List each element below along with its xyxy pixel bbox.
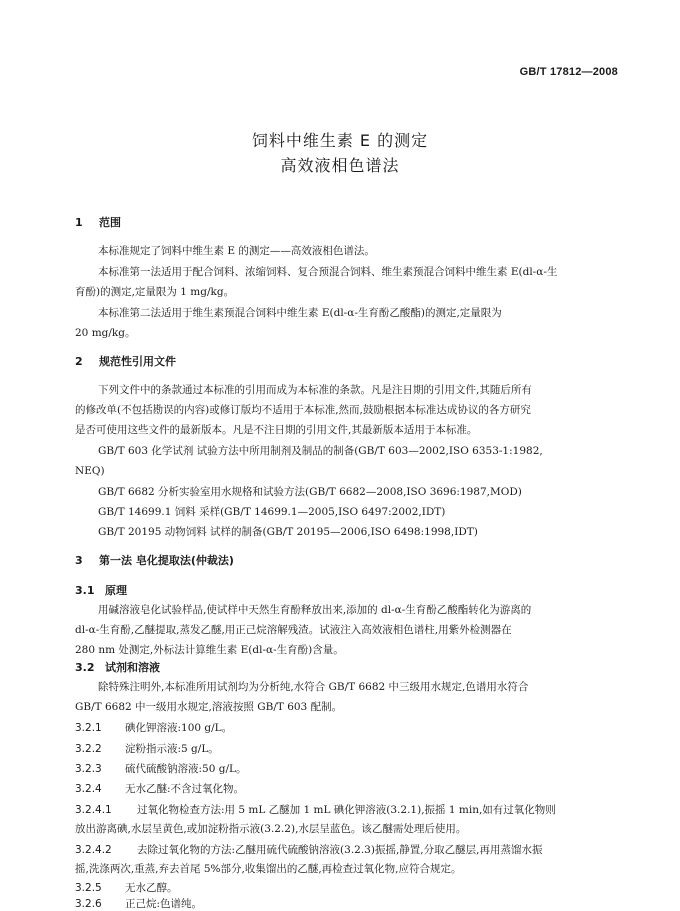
paragraph-line: 280 nm 处测定,外标法计算维生素 E(dl-α-生育酚)含量。 [75,644,344,656]
section-2-heading [75,353,176,369]
item-text: 去除过氧化物的方法:乙醚用硫代硫酸钠溶液(3.2.3)振摇,静置,分取乙醚层,再用蒸馏水振 [137,844,543,856]
list-item [75,880,178,895]
item-number: 3.2.4 [75,783,102,795]
item-text: 正己烷:色谱纯。 [125,898,203,910]
title-line-1: 饲料中维生素 E 的测定 [251,131,429,150]
standard-code: GB/T 17812—2008 [519,66,618,78]
subsection-title: 原理 [105,584,127,597]
list-item [75,741,219,756]
subsection-3-1-heading [75,582,127,598]
section-title: 范围 [99,216,121,229]
paragraph-line: 是否可使用这些文件的最新版本。凡是不注日期的引用文件,其最新版本适用于本标准。 [75,424,478,436]
subsection-3-2-heading [75,659,160,675]
paragraph-line: dl-α-生育酚,乙醚提取,蒸发乙醚,用正己烷溶解残渣。试液注入高效液相色谱柱,用紫外检测器在 [75,624,512,636]
subsection-title: 试剂和溶液 [105,661,160,674]
reference-line: NEQ) [75,465,105,477]
section-number: 2 [75,355,83,368]
item-text: 碘化钾溶液:100 g/L。 [125,722,233,734]
paragraph-line: 的修改单(不包括勘误的内容)或修订版均不适用于本标准,然而,鼓励根据本标准达成协议的各方研究 [75,404,531,416]
subsection-number: 3.2 [75,661,95,674]
paragraph-line: 下列文件中的条款通过本标准的引用而成为本标准的条款。凡是注日期的引用文件,其随后所有 [98,384,532,396]
section-3-heading [75,552,234,568]
item-number: 3.2.3 [75,763,102,775]
section-title: 第一法 皂化提取法(仲裁法) [99,554,234,567]
item-number: 3.2.1 [75,722,102,734]
reference-line: GB/T 6682 分析实验室用水规格和试验方法(GB/T 6682—2008,ISO 3696:1987,MOD) [98,486,522,498]
item-number: 3.2.6 [75,898,102,910]
paragraph-line: 除特殊注明外,本标准所用试剂均为分析纯,水符合 GB/T 6682 中三级用水规定,色谱用水符合 [98,681,529,693]
item-text: 硫代硫酸钠溶液:50 g/L。 [125,763,247,775]
paragraph-line: 本标准第二法适用于维生素预混合饲料中维生素 E(dl-α-生育酚乙酸酯)的测定,定量限为 [98,307,502,319]
paragraph-line: 本标准规定了饲料中维生素 E 的测定——高效液相色谱法。 [98,245,375,257]
item-text: 淀粉指示液:5 g/L。 [125,743,219,755]
item-text: 无水乙醚:不含过氧化物。 [125,783,245,795]
reference-line: GB/T 20195 动物饲料 试样的制备(GB/T 20195—2006,ISO 6498:1998,IDT) [98,526,478,538]
paragraph-line: 育酚)的测定,定量限为 1 mg/kg。 [75,286,235,298]
list-item [75,720,232,735]
paragraph-line: 放出游离碘,水层呈黄色,或加淀粉指示液(3.2.2),水层呈蓝色。该乙醚需处理后使用。 [75,823,467,835]
paragraph-line: 摇,洗涤两次,重蒸,弃去首尾 5%部分,收集馏出的乙醚,再检查过氧化物,应符合规定。 [75,863,462,875]
list-item [75,802,556,817]
paragraph-line: 20 mg/kg。 [75,327,136,339]
item-number: 3.2.2 [75,743,102,755]
title-line-2: 高效液相色谱法 [280,156,400,175]
reference-line: GB/T 14699.1 饲料 采样(GB/T 14699.1—2005,ISO 6497:2002,IDT) [98,506,446,518]
section-title: 规范性引用文件 [99,355,176,368]
item-text: 无水乙醇。 [125,882,178,894]
item-number: 3.2.5 [75,882,102,894]
item-number: 3.2.4.1 [75,804,112,816]
list-item [75,842,542,857]
list-item [75,896,202,911]
item-text: 过氧化物检查方法:用 5 mL 乙醚加 1 mL 碘化钾溶液(3.2.1),振摇 1 min,如有过氧化物则 [137,804,556,816]
list-item [75,761,246,776]
paragraph-line: 本标准第一法适用于配合饲料、浓缩饲料、复合预混合饲料、维生素预混合饲料中维生素 E(dl-α-生 [98,266,558,278]
section-number: 3 [75,554,83,567]
paragraph-line: 用碱溶液皂化试验样品,使试样中天然生育酚释放出来,添加的 dl-α-生育酚乙酸酯转化为游离的 [98,604,532,616]
item-number: 3.2.4.2 [75,844,112,856]
paragraph-line: GB/T 6682 中一级用水规定,溶液按照 GB/T 603 配制。 [75,701,343,713]
subsection-number: 3.1 [75,584,95,597]
section-number: 1 [75,216,83,229]
section-1-heading [75,214,121,230]
reference-line: GB/T 603 化学试剂 试验方法中所用制剂及制品的制备(GB/T 603—2002,ISO 6353-1:1982, [98,445,543,457]
list-item [75,781,244,796]
